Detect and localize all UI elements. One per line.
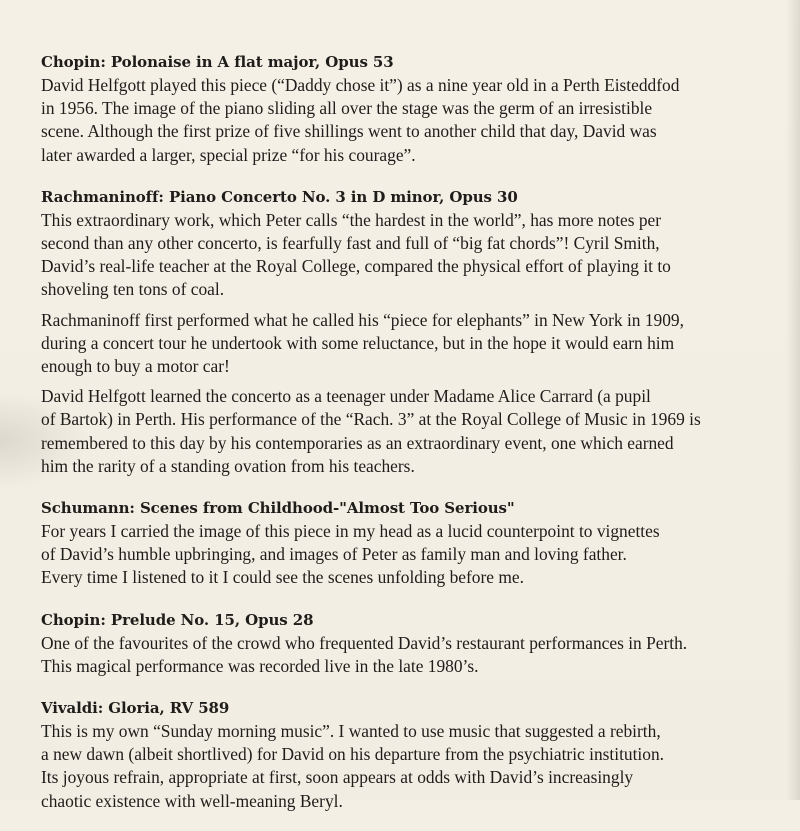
text-line: him the rarity of a standing ovation from his teachers. (41, 455, 415, 476)
text-line: later awarded a larger, special prize “for his courage”. (41, 144, 416, 165)
section-heading: Chopin: Prelude No. 15, Opus 28 (41, 610, 314, 629)
text-line: One of the favourites of the crowd who frequented David’s restaurant performances in Perth. (41, 632, 688, 653)
text-line: second than any other concerto, is fearfully fast and full of “big fat chords”! Cyril Smith, (41, 233, 660, 254)
text-line: This extraordinary work, which Peter calls “the hardest in the world”, has more notes per (41, 209, 662, 230)
section-heading: Rachmaninoff: Piano Concerto No. 3 in D minor, Opus 30 (41, 187, 518, 206)
text-line: Every time I listened to it I could see the scenes unfolding before me. (41, 567, 524, 588)
text-line: This is my own “Sunday morning music”. I wanted to use music that suggested a rebirth, (41, 721, 661, 742)
section (41, 185, 781, 478)
text-line: scene. Although the first prize of five shillings went to another child that day, David was (41, 121, 657, 142)
section-heading: Schumann: Scenes from Childhood-"Almost Too Serious" (41, 499, 515, 518)
text-line: shoveling ten tons of coal. (41, 279, 225, 300)
section (41, 608, 781, 678)
text-line: David Helfgott learned the concerto as a teenager under Madame Alice Carrard (a pupil (41, 386, 651, 407)
paragraph (41, 520, 781, 590)
text-line: This magical performance was recorded live in the late 1980’s. (41, 655, 479, 676)
paragraph (41, 74, 781, 167)
text-line: Rachmaninoff first performed what he called his “piece for elephants” in New York in 1909, (41, 309, 684, 330)
paragraph (41, 720, 781, 813)
text-line: of David’s humble upbringing, and images of Peter as family man and loving father. (41, 544, 627, 565)
section (41, 50, 781, 167)
text-line: For years I carried the image of this piece in my head as a lucid counterpoint to vignettes (41, 521, 660, 542)
paragraph (41, 209, 781, 302)
text-line: David’s real-life teacher at the Royal College, compared the physical effort of playing it to (41, 256, 671, 277)
text-line: remembered to this day by his contemporaries as an extraordinary event, one which earned (41, 432, 674, 453)
text-line: Its joyous refrain, appropriate at first, soon appears at odds with David’s increasingly (41, 767, 634, 788)
paragraph (41, 385, 781, 478)
section-heading: Chopin: Polonaise in A flat major, Opus 53 (41, 53, 394, 71)
text-line: in 1956. The image of the piano sliding all over the stage was the germ of an irresistible (41, 98, 653, 119)
paragraph (41, 632, 781, 678)
text-line: David Helfgott played this piece (“Daddy chose it”) as a nine year old in a Perth Eisteddfod (41, 75, 680, 95)
text-line: of Bartok) in Perth. His performance of the “Rach. 3” at the Royal College of Music in 1969 is (41, 409, 701, 430)
text-line: enough to buy a motor car! (41, 356, 230, 377)
section (41, 696, 781, 813)
paragraph (41, 309, 781, 379)
liner-notes (41, 50, 781, 831)
section-heading: Vivaldi: Gloria, RV 589 (41, 699, 230, 718)
section (41, 496, 781, 590)
text-line: during a concert tour he undertook with some reluctance, but in the hope it would earn him (41, 332, 675, 353)
text-line: chaotic existence with well-meaning Beryl. (41, 790, 343, 811)
page-fold-shadow (786, 0, 800, 800)
text-line: a new dawn (albeit shortlived) for David on his departure from the psychiatric institution. (41, 744, 664, 765)
